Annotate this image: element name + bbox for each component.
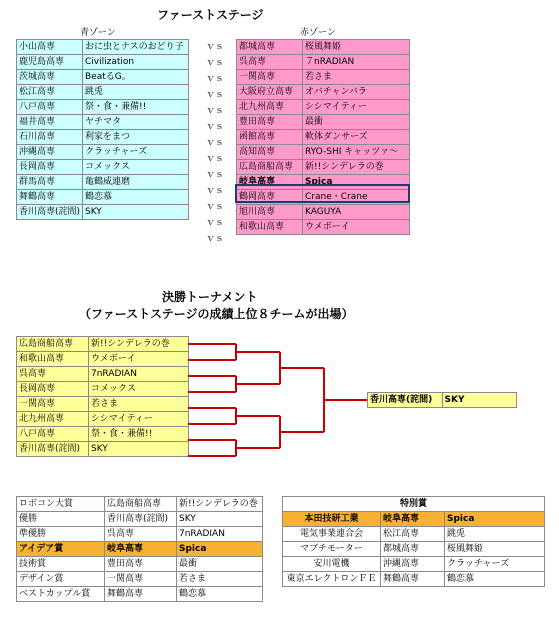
special-award-row bbox=[283, 572, 545, 587]
blue-zone-label: 青ゾーン bbox=[80, 28, 116, 38]
team-name: 新!!シンデレラの巻 bbox=[303, 160, 410, 175]
team-name: シシマイティー bbox=[89, 412, 189, 427]
vs-label: ｖｓ bbox=[205, 74, 224, 84]
school-name: 一関高専 bbox=[237, 70, 303, 85]
red-zone-label: 赤ゾーン bbox=[300, 28, 336, 38]
special-award-row bbox=[283, 542, 545, 557]
team-name: コメックス bbox=[89, 382, 189, 397]
team-name: Spica bbox=[177, 542, 263, 557]
team-name: 跳兎 bbox=[445, 527, 545, 542]
award-name: アイデア賞 bbox=[17, 542, 105, 557]
school-name: 松江高専 bbox=[17, 85, 83, 100]
school-name: 一関高専 bbox=[17, 397, 89, 412]
school-name: 鶴岡高専 bbox=[237, 190, 303, 205]
first-stage-title: ファーストステージ bbox=[157, 8, 264, 22]
team-name: 軟体ダンサーズ bbox=[303, 130, 410, 145]
award-name: 優勝 bbox=[17, 512, 105, 527]
team-name: Civilization bbox=[83, 55, 189, 70]
school-name: 都城高専 bbox=[381, 542, 445, 557]
team-name: 鶴恋慕 bbox=[177, 587, 263, 602]
team-name: ７nRADIAN bbox=[303, 55, 410, 70]
team-name: 若さま bbox=[89, 397, 189, 412]
vs-label: ｖｓ bbox=[205, 170, 224, 180]
team-name: 跳兎 bbox=[83, 85, 189, 100]
school-name: 小山高専 bbox=[17, 40, 83, 55]
team-name: オバチャンバラ bbox=[303, 85, 410, 100]
award-row bbox=[17, 512, 263, 527]
tournament-title: 決勝トーナメント bbox=[162, 290, 258, 304]
school-name: 長岡高専 bbox=[17, 160, 83, 175]
team-name: SKY bbox=[89, 442, 189, 457]
vs-label: ｖｓ bbox=[205, 106, 224, 116]
winner-school: 香川高専(詫間) bbox=[368, 393, 443, 408]
team-name: 祭・食・兼備!! bbox=[83, 100, 189, 115]
school-name: 和歌山高専 bbox=[17, 352, 89, 367]
school-name: 石川高専 bbox=[17, 130, 83, 145]
team-name: 亀鶴威連磨 bbox=[83, 175, 189, 190]
team-name: 新!!シンデレラの巻 bbox=[89, 337, 189, 352]
special-awards-title: 特別賞 bbox=[283, 497, 545, 512]
team-name: コメックス bbox=[83, 160, 189, 175]
vs-label: ｖｓ bbox=[205, 218, 224, 228]
school-name: 茨城高専 bbox=[17, 70, 83, 85]
team-name: 7nRADIAN bbox=[89, 367, 189, 382]
winner-box bbox=[367, 392, 517, 408]
award-name: 準優勝 bbox=[17, 527, 105, 542]
team-name: SKY bbox=[177, 512, 263, 527]
vs-label: ｖｓ bbox=[205, 122, 224, 132]
sponsor-name: マブチモーター bbox=[283, 542, 381, 557]
winner-team: SKY bbox=[442, 393, 517, 408]
team-name: 若さま bbox=[303, 70, 410, 85]
school-name: 和歌山高専 bbox=[237, 220, 303, 235]
vs-label: ｖｓ bbox=[205, 202, 224, 212]
school-name: 舞鶴高専 bbox=[105, 587, 177, 602]
school-name: 松江高専 bbox=[381, 527, 445, 542]
special-award-row bbox=[283, 527, 545, 542]
awards-table bbox=[16, 496, 263, 602]
team-name: クラッチャーズ bbox=[83, 145, 189, 160]
school-name: 広島商船高専 bbox=[105, 497, 177, 512]
school-name: 旭川高専 bbox=[237, 205, 303, 220]
award-row bbox=[17, 497, 263, 512]
school-name: 北九州高専 bbox=[237, 100, 303, 115]
sponsor-name: 安川電機 bbox=[283, 557, 381, 572]
school-name: 福井高専 bbox=[17, 115, 83, 130]
team-name: Crane・Crane bbox=[303, 190, 410, 205]
vs-label: ｖｓ bbox=[205, 154, 224, 164]
school-name: 八戸高専 bbox=[17, 100, 83, 115]
team-name: 桜風舞姫 bbox=[303, 40, 410, 55]
vs-label: ｖｓ bbox=[205, 90, 224, 100]
school-name: 広島商船高専 bbox=[237, 160, 303, 175]
sponsor-name: 電気事業連合会 bbox=[283, 527, 381, 542]
school-name: 都城高専 bbox=[237, 40, 303, 55]
school-name: 呉高専 bbox=[237, 55, 303, 70]
team-name: 新!!シンデレラの巻 bbox=[177, 497, 263, 512]
award-row bbox=[17, 527, 263, 542]
sponsor-name: 本田技研工業 bbox=[283, 512, 381, 527]
special-award-row bbox=[283, 512, 545, 527]
special-awards-table bbox=[282, 496, 545, 587]
school-name: 長岡高専 bbox=[17, 382, 89, 397]
award-row bbox=[17, 572, 263, 587]
school-name: 呉高専 bbox=[17, 367, 89, 382]
award-row bbox=[17, 587, 263, 602]
team-name: RYO-SHI キャッツァ～ bbox=[303, 145, 410, 160]
team-name: 祭・食・兼備!! bbox=[89, 427, 189, 442]
team-name: 桜風舞姫 bbox=[445, 542, 545, 557]
vs-label: ｖｓ bbox=[205, 234, 224, 244]
school-name: 香川高専(詫間) bbox=[17, 442, 89, 457]
team-name: BeatるG。 bbox=[83, 70, 189, 85]
team-name: 最衝 bbox=[177, 557, 263, 572]
award-name: デザイン賞 bbox=[17, 572, 105, 587]
team-name: 利家をまつ bbox=[83, 130, 189, 145]
tournament-subtitle: （ファーストステージの成績上位８チームが出場） bbox=[79, 307, 354, 321]
school-name: 沖縄高専 bbox=[17, 145, 83, 160]
school-name: 舞鶴高専 bbox=[17, 190, 83, 205]
team-name: Spica bbox=[445, 512, 545, 527]
school-name: 広島商船高専 bbox=[17, 337, 89, 352]
team-name: ウメボーイ bbox=[89, 352, 189, 367]
award-row bbox=[17, 557, 263, 572]
team-name: おに虫とナスのおどり子 bbox=[83, 40, 189, 55]
team-name: 鶴恋慕 bbox=[445, 572, 545, 587]
school-name: 豊田高専 bbox=[237, 115, 303, 130]
team-name: 鶴恋慕 bbox=[83, 190, 189, 205]
team-name: ウメボーイ bbox=[303, 220, 410, 235]
award-name: 技術賞 bbox=[17, 557, 105, 572]
school-name: 舞鶴高専 bbox=[381, 572, 445, 587]
school-name: 群馬高専 bbox=[17, 175, 83, 190]
vs-label: ｖｓ bbox=[205, 58, 224, 68]
school-name: 鹿児島高専 bbox=[17, 55, 83, 70]
school-name: 一関高専 bbox=[105, 572, 177, 587]
award-name: ロボコン大賞 bbox=[17, 497, 105, 512]
school-name: 函館高専 bbox=[237, 130, 303, 145]
school-name: 岐阜高専 bbox=[381, 512, 445, 527]
school-name: 呉高専 bbox=[105, 527, 177, 542]
school-name: 沖縄高専 bbox=[381, 557, 445, 572]
school-name: 北九州高専 bbox=[17, 412, 89, 427]
school-name: 香川高専(詫間) bbox=[105, 512, 177, 527]
vs-label: ｖｓ bbox=[205, 138, 224, 148]
award-row bbox=[17, 542, 263, 557]
sponsor-name: 東京エレクトロンＦＥ bbox=[283, 572, 381, 587]
vs-label: ｖｓ bbox=[205, 186, 224, 196]
team-name: 7nRADIAN bbox=[177, 527, 263, 542]
team-name: ヤチマタ bbox=[83, 115, 189, 130]
award-name: ベストカップル賞 bbox=[17, 587, 105, 602]
vs-label: ｖｓ bbox=[205, 42, 224, 52]
team-name: SKY bbox=[83, 205, 189, 220]
school-name: 八戸高専 bbox=[17, 427, 89, 442]
school-name: 香川高専(詫間) bbox=[17, 205, 83, 220]
special-award-row bbox=[283, 557, 545, 572]
team-name: シシマイティー bbox=[303, 100, 410, 115]
school-name: 岐阜高専 bbox=[237, 175, 303, 190]
team-name: 最衝 bbox=[303, 115, 410, 130]
team-name: 若さま bbox=[177, 572, 263, 587]
team-name: クラッチャーズ bbox=[445, 557, 545, 572]
school-name: 高知高専 bbox=[237, 145, 303, 160]
school-name: 岐阜高専 bbox=[105, 542, 177, 557]
school-name: 大阪府立高専 bbox=[237, 85, 303, 100]
school-name: 豊田高専 bbox=[105, 557, 177, 572]
team-name: Spica bbox=[303, 175, 410, 190]
team-name: KAGUYA bbox=[303, 205, 410, 220]
